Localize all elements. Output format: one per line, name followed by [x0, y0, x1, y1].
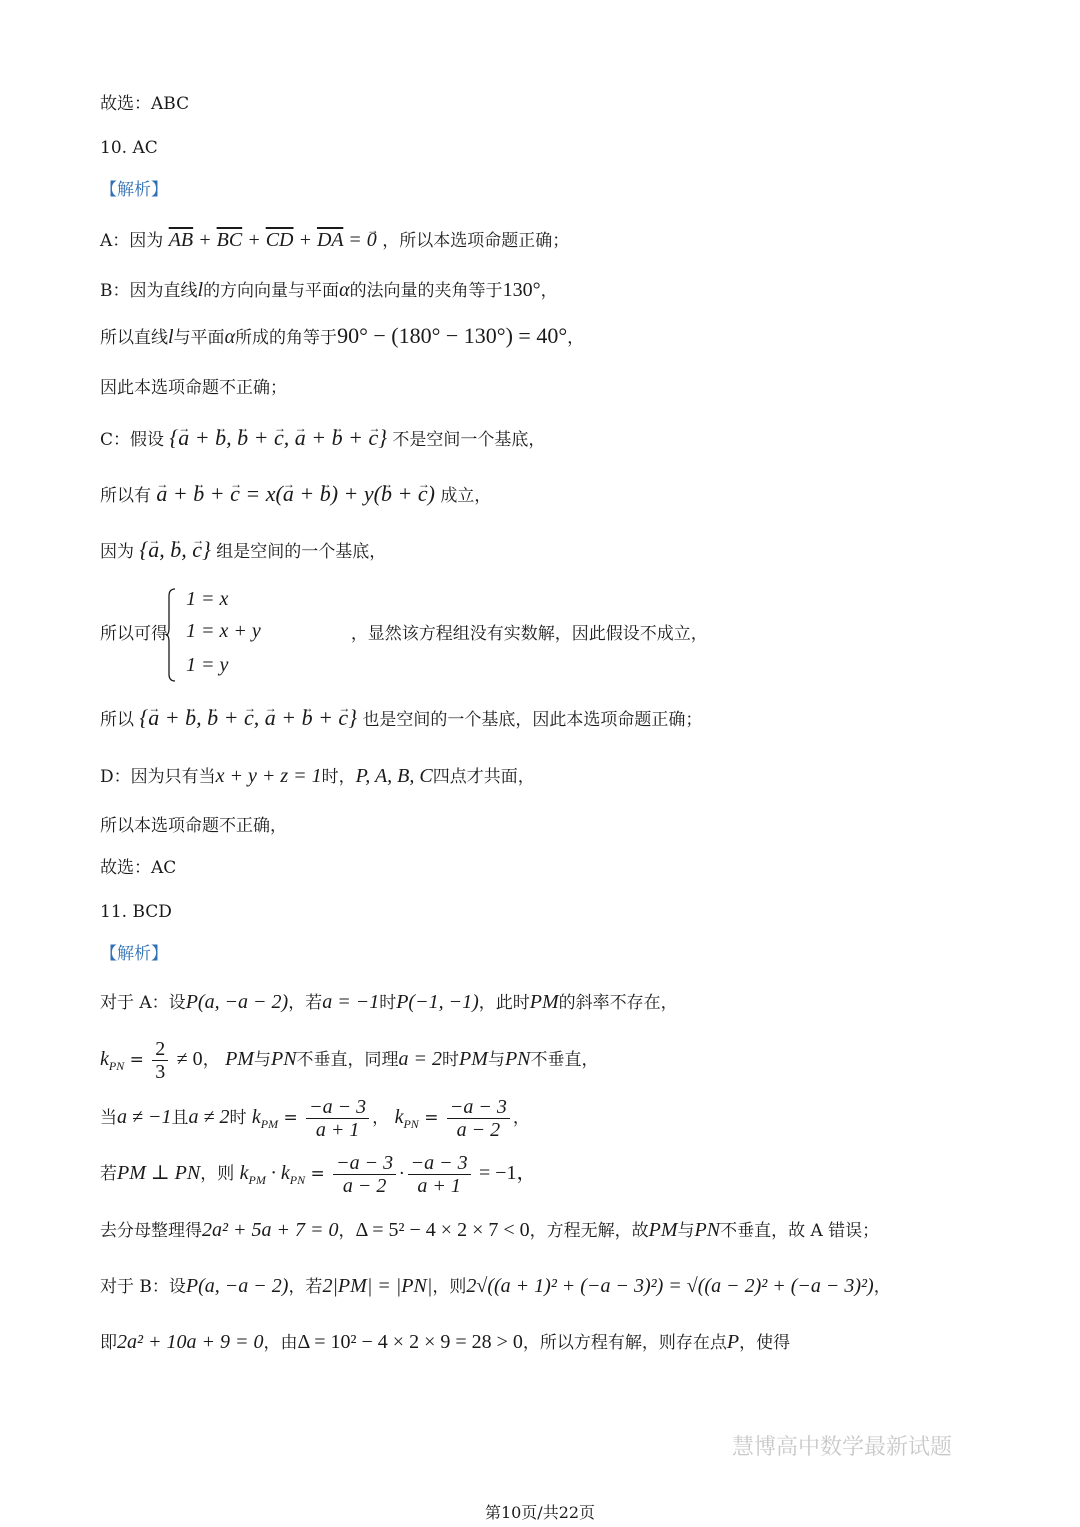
slope-symbol: $k_{PN}$: [100, 1048, 125, 1073]
fraction: $\frac{2}{3}$: [152, 1038, 168, 1083]
text: 时，: [321, 767, 356, 787]
text: ，方程无解，故: [529, 1221, 649, 1241]
option-b-line-2: 所以直线l与平面α所成的角等于90° − (180° − 130°) = 40°，: [100, 323, 585, 348]
text: ，此时: [478, 993, 530, 1013]
text: 的方向向量与平面: [203, 281, 340, 301]
text: 与: [253, 1050, 271, 1070]
points-list: P, A, B, C: [355, 765, 433, 787]
var-alpha: α: [339, 279, 350, 301]
text: D：因为只有当: [100, 767, 216, 787]
answer-text: 11. BCD: [100, 902, 172, 922]
condition: a ≠ −1: [117, 1106, 172, 1128]
analysis-label: 【解析】: [100, 180, 168, 200]
text: 去分母整理得: [100, 1221, 202, 1241]
condition-formula: x + y + z = 1: [215, 765, 322, 787]
part-a-line-3: 当a ≠ −1且a ≠ 2时 $k_{PM}$ = $\frac{-a - 3}{a + 1}$ ， $k_{PN}$ = $\frac{-a - 3}{a - 2}$ ，: [100, 1096, 530, 1141]
point-value: P(−1, −1): [396, 991, 479, 1013]
part-b-line-2: [100, 1330, 790, 1355]
text: 组是空间的一个基底，: [216, 542, 387, 562]
text: ，显然该方程组没有实数解，因此假设不成立，: [350, 624, 708, 644]
text: 对于 A：设: [100, 993, 186, 1013]
basis-set-formula: {→ a + → b, → b + → c, → a + → b + → c}: [139, 705, 357, 730]
option-b-conclusion: [100, 376, 287, 400]
option-d-line-1: [100, 764, 535, 789]
slope-symbol: $k_{PM}$: [251, 1106, 279, 1131]
option-c-line-3: [100, 538, 386, 564]
perpendicular-condition: PM ⊥ PN: [117, 1162, 201, 1184]
option-c-line-2: [100, 482, 491, 508]
linear-combination-formula: → a + → b + → c = x(→ a + → b) + y(→ b + → c): [156, 481, 435, 506]
text: A：因为: [100, 231, 164, 251]
text: ，若: [288, 993, 323, 1013]
result: = −1，: [478, 1162, 537, 1184]
angle-formula: 90° − (180° − 130°) = 40°: [337, 323, 568, 348]
segment: PN: [504, 1048, 531, 1070]
text: 时: [442, 1050, 460, 1070]
var-l: l: [197, 279, 204, 301]
segment: PM: [529, 991, 559, 1013]
text: 因此本选项命题不正确；: [100, 378, 287, 398]
text: 的法向量的夹角等于: [349, 281, 503, 301]
slope-symbol: $k_{PN}$: [394, 1106, 419, 1131]
text: 不是空间一个基底，: [392, 430, 546, 450]
option-a-line: [100, 228, 569, 253]
watermark-text: 慧博高中数学最新试题: [732, 1435, 953, 1460]
answer-text: 故选：AC: [100, 858, 177, 878]
text: 所成的角等于: [235, 328, 338, 348]
question-11-answer: [100, 900, 172, 924]
text: 与平面: [173, 328, 225, 348]
fraction: $\frac{-a - 3}{a + 1}$: [408, 1152, 471, 1197]
analysis-tag: [100, 942, 168, 966]
discriminant: Δ = 10² − 4 × 2 × 9 = 28 > 0: [297, 1331, 523, 1353]
option-d-conclusion: [100, 814, 287, 838]
text: 也是空间的一个基底，因此本选项命题正确；: [362, 710, 703, 730]
part-a-line-4: 若PM ⊥ PN，则 $k_{PM} \cdot k_{PN}$ = $\frac{-a - 3}{a - 2}$ · $\frac{-a - 3}{a + 1}$ = −1，: [100, 1152, 537, 1197]
text: ，使得: [739, 1333, 791, 1353]
text: 若: [100, 1164, 117, 1184]
equation-2: 1 = x + y: [186, 620, 261, 642]
condition: a ≠ 2: [188, 1106, 230, 1128]
text: 所以可得: [100, 624, 168, 644]
answer-text: 10. AC: [100, 138, 158, 158]
base-set-formula: {→ a, → b, → c}: [139, 537, 210, 562]
discriminant: Δ = 5² − 4 × 2 × 7 < 0: [355, 1219, 530, 1241]
fraction: $\frac{-a - 3}{a + 1}$: [306, 1096, 369, 1141]
text: 成立，: [440, 486, 492, 506]
text: 且: [171, 1108, 189, 1128]
equation-1: 1 = x: [186, 588, 229, 610]
answer-line-10: [100, 856, 176, 880]
text: B：因为直线: [100, 281, 198, 301]
point-p-formula: P(a, −a − 2): [185, 991, 289, 1013]
condition: a = −1: [322, 991, 380, 1013]
text: ，若: [288, 1277, 323, 1297]
text: 与: [677, 1221, 695, 1241]
var-l: l: [168, 326, 174, 348]
text: 时: [379, 993, 397, 1013]
distance-equation: 2√((a + 1)² + (−a − 3)²) = √((a − 2)² + (−a − 3)²): [466, 1275, 874, 1297]
text: ，则: [432, 1277, 467, 1297]
text: 对于 B：设: [100, 1277, 186, 1297]
text: 所以本选项命题不正确，: [100, 816, 287, 836]
var-alpha: α: [224, 326, 236, 348]
segment: PM: [225, 1048, 254, 1070]
text: C：假设: [100, 430, 165, 450]
text: 与: [487, 1050, 505, 1070]
option-c-line-1: [100, 426, 545, 452]
angle-value: 130°: [502, 279, 541, 301]
point-p-formula: P(a, −a − 2): [185, 1275, 289, 1297]
text: 的斜率不存在，: [558, 993, 678, 1013]
fraction: $\frac{-a - 3}{a - 2}$: [333, 1152, 396, 1197]
equation-3: 1 = y: [186, 654, 229, 676]
page-footer: 第10页/共22页: [484, 1503, 596, 1522]
text: 所以: [100, 710, 134, 730]
option-b-line-1: B：因为直线l的方向向量与平面α的法向量的夹角等于130°，: [100, 279, 558, 301]
quadratic-equation: 2a² + 10a + 9 = 0: [117, 1331, 264, 1353]
text: ，所以方程有解，则存在点: [522, 1333, 727, 1353]
text: 不垂直，: [530, 1050, 599, 1070]
analysis-label: 【解析】: [100, 944, 168, 964]
text: ，所以本选项命题正确；: [382, 231, 570, 251]
segment: PM: [648, 1219, 678, 1241]
answer-line-9: [100, 92, 189, 116]
basis-set-formula: {→ a + → b, → b + → c, → a + → b + → c}: [169, 425, 387, 450]
text: ，则: [200, 1164, 235, 1184]
text: 因为: [100, 542, 134, 562]
segment: PN: [694, 1219, 721, 1241]
fraction: $\frac{-a - 3}{a - 2}$: [447, 1096, 510, 1141]
question-10-answer: [100, 136, 158, 160]
analysis-tag: [100, 178, 168, 202]
text: 四点才共面，: [432, 767, 535, 787]
option-c-conclusion: [100, 706, 702, 732]
text: 所以有: [100, 486, 151, 506]
text: 即: [100, 1333, 117, 1353]
vector-sum-formula: $\overline{AB} + \overline{BC} + \overline{CD} + \overline{DA}$ = → 0: [169, 229, 377, 251]
segment: PN: [270, 1048, 297, 1070]
text: 时: [229, 1108, 247, 1128]
text: 不垂直，故 A 错误；: [720, 1221, 880, 1241]
text: ，: [338, 1221, 356, 1241]
distance-condition: 2|PM| = |PN|: [322, 1275, 433, 1297]
left-brace-icon: [166, 588, 176, 682]
quadratic-equation: 2a² + 5a + 7 = 0: [202, 1219, 339, 1241]
segment: PM: [459, 1048, 488, 1070]
part-b-line-1: 对于 B：设P(a, −a − 2)，若2|PM| = |PN|，则2√((a + 1)² + (−a − 3)²) = √((a − 2)² + (−a − 3)²)，: [100, 1275, 891, 1297]
text: 不垂直，同理: [296, 1050, 399, 1070]
slope-product: $k_{PM} \cdot k_{PN}$: [239, 1162, 306, 1187]
part-a-line-2: $k_{PN}$ = $\frac{2}{3}$ ≠ 0， PM与PN不垂直，同理a = 2时PM与PN不垂直，: [100, 1038, 599, 1083]
text: 所以直线: [100, 328, 168, 348]
answer-text: 故选：ABC: [100, 94, 190, 114]
part-a-line-1: [100, 990, 678, 1015]
condition: a = 2: [398, 1048, 443, 1070]
text: 当: [100, 1108, 117, 1128]
text: ，由: [263, 1333, 298, 1353]
part-a-line-5: [100, 1218, 879, 1243]
point-p: P: [726, 1331, 740, 1353]
inequality: ≠ 0: [176, 1048, 203, 1070]
